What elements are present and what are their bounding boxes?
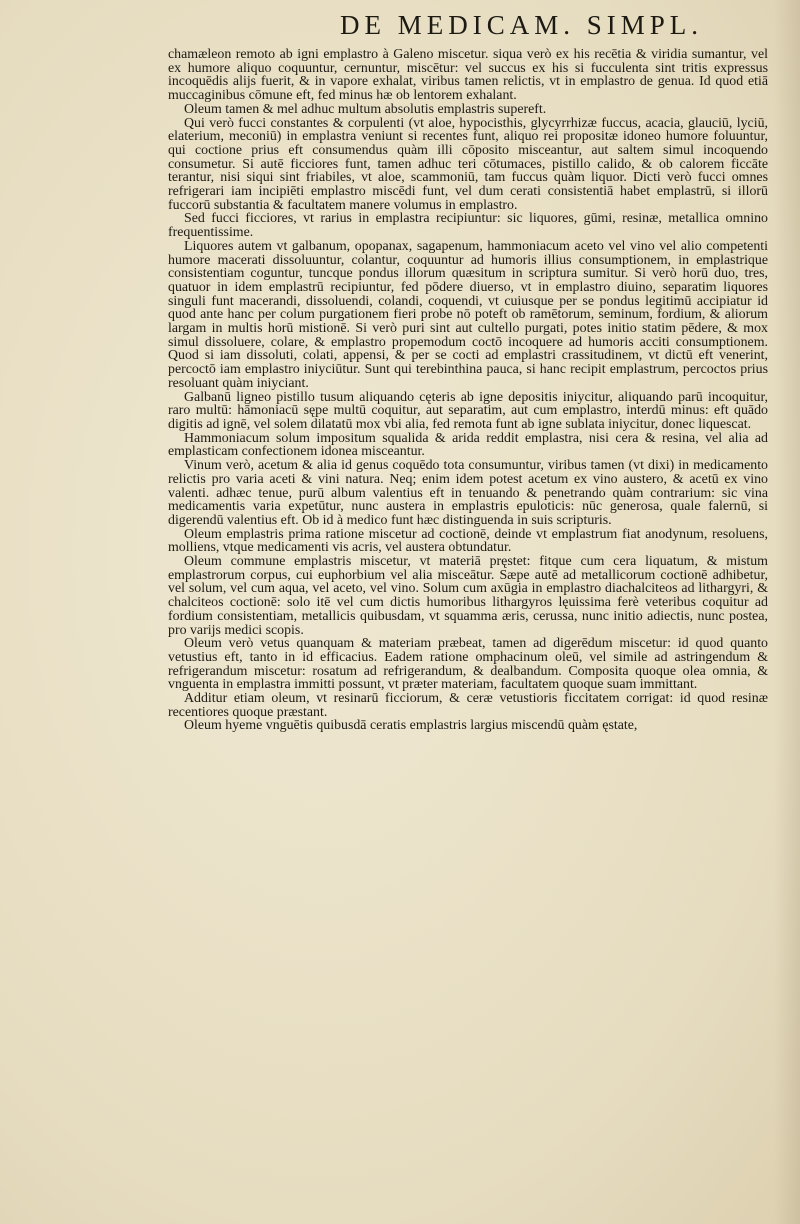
paragraph-12: Additur etiam oleum, vt resinarū ficciorum, & ceræ vetustioris ficcitatem corrigat: id quod resinæ recentiores quoque præstant.	[168, 691, 768, 720]
paragraph-3: Qui verò fucci constantes & corpulenti (vt aloe, hypocisthis, glycyrrhizæ fuccus, acacia, glauciū, lyciū, elaterium, meconiū) in emplastra veniunt si recentes funt, aliquo rei propositæ idoneo humore foluuntur, qui coctione prius eft consumendus quàm illi cōposito misceantur, aut saltem simul incoquendo consumetur. Si autē ficciores funt, tamen adhuc teri cōtumaces, pistillo calido, & ob calorem ficcāte terantur, nisi siqui sint friabiles, vt aloe, scammoniū, tam fuccus quàm liquor. Dicti verò fucci omnes refrigerari iam incipiēti emplastro miscēdi funt, vel dum cerati consistentiā habet emplastrū, si illorū fuccorū substantia & facultatem manere volumus in emplastro.	[168, 115, 768, 213]
paragraph-5: Liquores autem vt galbanum, opopanax, sagapenum, hammoniacum aceto vel vino vel alio competenti humore macerati dissoluuntur, colantur, coquuntur ad humoris illius consumptionem, in emplastrique consistentiam coguntur, tuncque pondus illorum quæsitum in scriptura sumitur. Si verò horū duo, tres, quatuor in idem emplastrū recipiuntur, fed pōdere diuerso, vt in emplastro diuino, separatim liquores singuli funt macerandi, dissoluendi, colandi, coquendi, vt cuiusque per se pondus legitimū accipiatur id quod ante hanc per colum purgationem fieri probe nō poteft ob ramētorum, seminum, fordium, & aliorum largam in multis horū mistionē. Si verò puri sint aut cultello purgati, potes initio statim pēdere, & mox simul dissoluere, colare, & emplastro propemodum coctō incoquere ad humoris acciti consumptionem. Quod si iam dissoluti, colati, appensi, & per se cocti ad emplastri crassitudinem, vt dictū eft venerint, percoctō iam emplastro iniyciūtur. Sunt qui terebinthina pauca, si hanc recipit emplastrum, percoctos prius resoluant quàm iniyciant.	[168, 238, 768, 391]
paragraph-2: Oleum tamen & mel adhuc multum absolutis emplastris supereft.	[184, 101, 547, 117]
paragraph-13: Oleum hyeme vnguētis quibusdā ceratis emplastris largius miscendū quàm ęstate,	[184, 718, 638, 734]
running-header: DE MEDICAM. SIMPL.	[340, 10, 704, 40]
paragraph-8: Vinum verò, acetum & alia id genus coquēdo tota consumuntur, viribus tamen (vt dixi) in medicamento relictis pro varia aceti & vini natura. Neq; enim idem potest acetum ex vino austero, & acetū ex vino valenti. adhæc tenue, purū album valentius eft in tenuando & penetrando quàm contrarium: sic vina medicamentis varia expetūtur, nunc austera in emplastris epuloticis: nūc generosa, quale falernū, si digerendū valentius eft. Ob id à medico funt hæc distinguenda in suis scripturis.	[168, 458, 768, 528]
main-text-block	[168, 48, 768, 733]
paragraph-6: Galbanū ligneo pistillo tusum aliquando cęteris ab igne depositis iniycitur, aliquando parū incoquitur, raro multū: hāmoniacū sępe multū coquitur, aut separatim, aut cum emplastro, interdū minus: eft quādo digitis ad ignē, vel solem dilatatū mox vbi alia, fed remota funt ab igne sublata iniycitur, donec liquescat.	[168, 389, 768, 432]
paragraph-7: Hammoniacum solum impositum squalida & arida reddit emplastra, nisi cera & resina, vel alia ad emplasticam confectionem idonea misceantur.	[168, 430, 768, 460]
page-edge-shadow	[774, 0, 800, 1224]
paragraph-4: Sed fucci ficciores, vt rarius in emplastra recipiuntur: sic liquores, gūmi, resinæ, metallica omnino frequentissime.	[168, 211, 768, 241]
paragraph-1: chamæleon remoto ab igni emplastro à Galeno miscetur. siqua verò ex his recētia & viridia sumantur, vel ex humore aliquo coquuntur, cernuntur, miscētur: vel succus ex his si fucculenta sint tritis expressus incoquēdis alijs fuerit, & in vapore exhalat, viribus tamen relictis, vt in emplastro de genua. Id quod etiā muccaginibus cōmune eft, fed minus hæ ob lentorem exhalant.	[168, 47, 768, 104]
paragraph-10: Oleum commune emplastris miscetur, vt materiā pręstet: fitque cum cera liquatum, & mistum emplastrorum corpus, cui euphorbium vel alia misceātur. Sæpe autē ad metallicorum coctionē adhibetur, vel solum, vel cum aqua, vel aceto, vel vino. Solum cum axūgia in emplastro diachalciteos ad lithargyri, & chalciteos coctionē: solo itē vel cum dictis humoribus lithargyros lęuissima ferè veteribus coquitur ad fordium consistentiam, metallicis quibusdam, vt squamma æris, cerussa, nunc initio adiectis, nunc postea, pro varijs medici scopis.	[168, 554, 768, 638]
paragraph-9: Oleum emplastris prima ratione miscetur ad coctionē, deinde vt emplastrum fiat anodynum, resoluens, molliens, vtque medicamenti vis acris, vel austera obtundatur.	[168, 526, 768, 556]
paragraph-11: Oleum verò vetus quanquam & materiam præbeat, tamen ad digerēdum miscetur: id quod quanto vetustius eft, tanto in id efficacius. Eadem ratione omphacinum oleū, vel simile ad astringendum & refrigerandum miscetur: rosatum ad refrigerandum, & dealbandum. Composita quoque olea omnia, & vnguenta in emplastra immitti possunt, vt præter materiam, facultatem quoque suam immittant.	[168, 636, 768, 693]
